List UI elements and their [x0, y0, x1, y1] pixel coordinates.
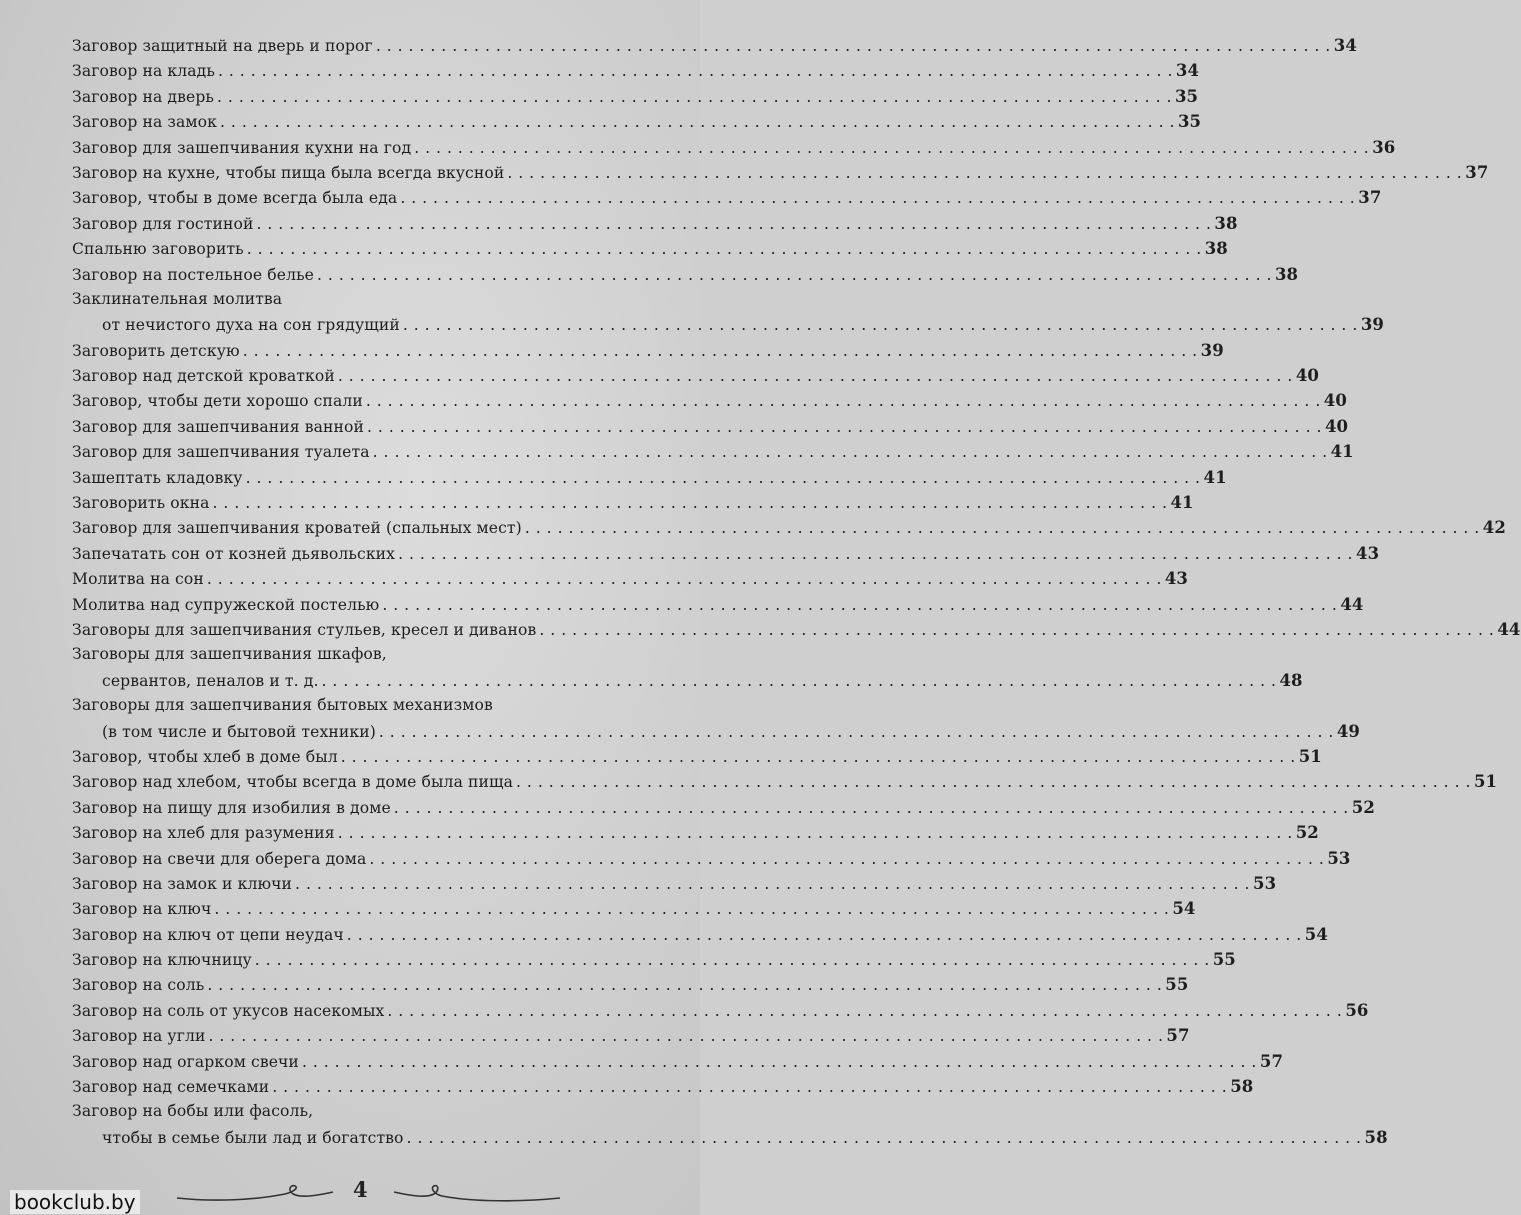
toc-entry-title: Заговор защитный на дверь и порог — [72, 37, 373, 55]
toc-page-number: 52 — [1295, 823, 1319, 843]
toc-entry-title: Заговор для зашепчивания кухни на год — [72, 138, 412, 157]
toc-page-number: 44 — [1497, 619, 1521, 639]
toc-entry — [72, 972, 1189, 997]
toc-entry — [72, 414, 1349, 439]
toc-entry — [72, 769, 1498, 794]
toc-entry-title: от нечистого духа на сон грядущий — [102, 316, 400, 335]
toc-entry — [72, 515, 1506, 540]
toc-entry-line — [72, 109, 1202, 134]
toc-entry-line — [72, 871, 1277, 896]
toc-entry — [72, 592, 1364, 617]
right-flourish-ornament — [392, 1180, 562, 1210]
toc-page-number: 39 — [1200, 340, 1224, 360]
toc-entry-title: Заговор над хлебом, чтобы всегда в доме была пища — [72, 773, 513, 792]
toc-entry — [72, 109, 1202, 134]
toc-entry-line — [72, 617, 1521, 642]
toc-entry — [72, 287, 1384, 338]
dot-leader — [347, 923, 1302, 948]
toc-entry-line — [72, 287, 684, 312]
toc-entry-title: Заговоры для зашепчивания шкафов, — [72, 645, 387, 664]
dot-leader — [407, 1126, 1362, 1151]
toc-entry-line — [72, 490, 1194, 515]
dot-leader — [338, 364, 1293, 389]
toc-entry-title: Заговоры для зашепчивания стульев, кресел и диванов — [72, 620, 537, 639]
toc-entry — [72, 135, 1396, 160]
dot-leader — [400, 186, 1355, 211]
toc-page-number: 51 — [1298, 746, 1322, 766]
dot-leader — [295, 872, 1250, 897]
toc-entry — [72, 846, 1351, 871]
toc-page-number: 51 — [1473, 772, 1498, 792]
toc-entry — [72, 211, 1238, 236]
dot-leader — [302, 1050, 1257, 1075]
toc-entry-line — [72, 744, 1322, 769]
toc-entry — [72, 1023, 1190, 1048]
toc-entry — [72, 617, 1521, 642]
toc-entry-line — [72, 211, 1238, 236]
toc-entry — [72, 1049, 1284, 1074]
toc-page-number: 57 — [1166, 1026, 1190, 1046]
toc-entry-line — [72, 33, 1357, 58]
toc-entry — [72, 363, 1319, 388]
toc-entry-line — [72, 998, 1369, 1023]
dot-leader — [272, 1075, 1227, 1100]
toc-entry — [72, 744, 1322, 769]
toc-entry — [72, 33, 1357, 58]
dot-leader — [394, 796, 1349, 821]
toc-entry-line — [72, 846, 1351, 871]
toc-entry-line — [72, 84, 1199, 109]
toc-entry-line — [72, 338, 1224, 363]
toc-entry-title: Заговор для зашепчивания кроватей (спальных мест) — [72, 519, 522, 538]
toc-entry — [72, 871, 1277, 896]
dot-leader — [382, 593, 1337, 618]
toc-entry-line — [72, 1125, 1388, 1150]
toc-page-number: 43 — [1356, 543, 1380, 563]
toc-entry-title: Заговор на пищу для изобилия в доме — [72, 798, 391, 817]
dot-leader — [207, 973, 1162, 998]
toc-page-number: 55 — [1212, 950, 1236, 970]
toc-entry — [72, 795, 1375, 820]
toc-entry-title: Зашептать кладовку — [72, 468, 243, 487]
toc-entry-title: Заговор на ключницу — [72, 951, 252, 970]
dot-leader — [247, 237, 1202, 262]
dot-leader — [379, 720, 1334, 745]
toc-page-number: 36 — [1372, 137, 1396, 157]
toc-entry-title: Заговор над семечками — [72, 1078, 270, 1097]
toc-entry-title: Заклинательная молитва — [72, 289, 283, 308]
dot-leader — [403, 313, 1358, 338]
toc-entry-title: сервантов, пеналов и т. д. — [102, 671, 319, 690]
toc-entry — [72, 439, 1354, 464]
dot-leader — [516, 770, 1471, 795]
dot-leader — [387, 999, 1342, 1024]
toc-entry-line — [72, 1049, 1284, 1074]
dot-leader — [398, 542, 1353, 567]
dot-leader — [317, 263, 1272, 288]
toc-entry-title: Заговор на соль от укусов насекомых — [72, 1001, 385, 1020]
toc-page-number: 43 — [1164, 569, 1189, 589]
toc-entry-line — [72, 719, 1361, 744]
toc-entry-line — [72, 236, 1228, 261]
toc-entry-title: Заговор, чтобы в доме всегда была еда — [72, 189, 398, 208]
toc-entry-line — [72, 896, 1196, 921]
toc-entry-title: Заговор на замок и ключи — [72, 874, 293, 893]
toc-entry-title: Заговорить окна — [72, 494, 210, 513]
toc-entry-line — [72, 947, 1236, 972]
toc-entry-title: чтобы в семье были лад и богатство — [102, 1128, 404, 1147]
toc-entry-line — [72, 388, 1347, 413]
toc-entry-title: Заговор на замок — [72, 113, 217, 132]
dot-leader — [207, 567, 1162, 592]
toc-entry-title: Заговор на угли — [72, 1027, 206, 1046]
dot-leader — [338, 821, 1293, 846]
left-flourish-ornament — [175, 1180, 335, 1210]
toc-page-number: 39 — [1360, 315, 1384, 335]
page-number: 4 — [353, 1177, 368, 1202]
toc-entry-line — [72, 160, 1489, 185]
dot-leader — [341, 745, 1296, 770]
toc-page-number: 38 — [1274, 264, 1299, 284]
toc-entry — [72, 998, 1369, 1023]
toc-entry-line — [72, 262, 1299, 287]
toc-entry — [72, 84, 1199, 109]
dot-leader — [255, 948, 1210, 973]
toc-entry — [72, 338, 1224, 363]
toc-page-number: 57 — [1259, 1051, 1284, 1071]
toc-page-number: 41 — [1170, 493, 1194, 513]
toc-page-number: 41 — [1203, 467, 1227, 487]
toc-entry-line — [72, 58, 1200, 83]
watermark-text: bookclub.by — [10, 1190, 140, 1214]
dot-leader — [539, 618, 1494, 643]
toc-entry-title: Заговор на кладь — [72, 62, 215, 81]
toc-entry-line — [72, 541, 1380, 566]
toc-entry — [72, 566, 1189, 591]
toc-entry-title: Заговор на бобы или фасоль, — [72, 1102, 314, 1121]
toc-entry-title: Заговор на ключ от цепи неудач — [72, 925, 344, 944]
toc-entry-line — [72, 795, 1375, 820]
dot-leader — [507, 161, 1462, 186]
dot-leader — [213, 491, 1168, 516]
toc-entry-line — [72, 1099, 684, 1124]
toc-entry — [72, 185, 1382, 210]
toc-entry — [72, 236, 1228, 261]
toc-entry-line — [72, 363, 1319, 388]
toc-entry-title: Заговор над детской кроваткой — [72, 367, 335, 386]
toc-page-number: 55 — [1165, 975, 1189, 995]
toc-entry-title: Заговор на хлеб для разумения — [72, 824, 335, 843]
dot-leader — [322, 669, 1277, 694]
toc-page-number: 34 — [1333, 36, 1357, 55]
toc-entry — [72, 541, 1380, 566]
toc-entry — [72, 490, 1194, 515]
toc-page-number: 37 — [1358, 188, 1382, 208]
dot-leader — [525, 516, 1480, 541]
toc-entry — [72, 693, 1361, 744]
toc-page-number: 58 — [1364, 1127, 1388, 1147]
toc-entry-line — [72, 185, 1382, 210]
dot-leader — [373, 440, 1328, 465]
toc-entry-line — [72, 566, 1189, 591]
toc-entry-title: Заговор, чтобы дети хорошо спали — [72, 392, 363, 411]
dot-leader — [246, 466, 1201, 491]
toc-entry-line — [72, 414, 1349, 439]
toc-entry-title: (в том числе и бытовой техники) — [102, 722, 376, 741]
toc-page-number: 41 — [1330, 442, 1354, 462]
toc-entry-title: Молитва над супружеской постелью — [72, 595, 380, 614]
toc-entry-title: Заговор на постельное белье — [72, 265, 314, 284]
toc-page-number: 54 — [1172, 899, 1196, 919]
toc-entry — [72, 922, 1328, 947]
toc-entry-line — [72, 820, 1319, 845]
toc-page-number: 40 — [1324, 416, 1349, 436]
table-of-contents — [72, 33, 1521, 1150]
toc-entry-line — [72, 312, 1384, 337]
toc-entry-title: Запечатать сон от козней дьявольских — [72, 544, 396, 563]
dot-leader — [256, 212, 1211, 237]
toc-page-number: 38 — [1204, 239, 1228, 259]
toc-entry-title: Заговор на свечи для оберега дома — [72, 849, 367, 868]
toc-entry-line — [72, 1023, 1190, 1048]
toc-entry-title: Заговор на соль — [72, 976, 205, 995]
toc-entry-line — [72, 693, 684, 718]
dot-leader — [217, 85, 1172, 110]
toc-page-number: 52 — [1351, 797, 1375, 817]
toc-entry — [72, 160, 1489, 185]
dot-leader — [366, 389, 1321, 414]
toc-entry — [72, 465, 1227, 490]
toc-entry — [72, 58, 1200, 83]
dot-leader — [243, 339, 1198, 364]
toc-entry-line — [72, 592, 1364, 617]
toc-entry — [72, 947, 1236, 972]
dot-leader — [369, 847, 1324, 872]
toc-page-number: 40 — [1323, 391, 1347, 411]
dot-leader — [214, 897, 1169, 922]
toc-page-number: 48 — [1279, 670, 1303, 690]
toc-entry-title: Заговор для зашепчивания ванной — [72, 417, 365, 436]
toc-entry-line — [72, 465, 1227, 490]
toc-entry-line — [72, 135, 1396, 160]
dot-leader — [208, 1024, 1163, 1049]
toc-entry-title: Заговор для гостиной — [72, 214, 254, 233]
dot-leader — [220, 110, 1175, 135]
toc-page-number: 34 — [1175, 61, 1200, 81]
toc-entry — [72, 896, 1196, 921]
toc-entry-line — [72, 769, 1498, 794]
toc-entry-title: Спальню заговорить — [72, 240, 244, 259]
dot-leader — [414, 136, 1369, 161]
toc-entry — [72, 388, 1347, 413]
toc-entry-title: Заговорить детскую — [72, 341, 240, 360]
toc-entry-line — [72, 439, 1354, 464]
toc-page-number: 42 — [1482, 518, 1506, 538]
toc-page-number: 49 — [1336, 721, 1361, 741]
toc-entry-line — [72, 668, 1303, 693]
toc-entry-line — [72, 642, 684, 667]
toc-entry-line — [72, 1074, 1254, 1099]
toc-page-number: 58 — [1230, 1077, 1254, 1097]
toc-page-number: 38 — [1214, 213, 1238, 233]
toc-page-number: 35 — [1177, 112, 1202, 132]
toc-entry-title: Заговор для зашепчивания туалета — [72, 443, 370, 462]
toc-entry-title: Заговор над огарком свечи — [72, 1052, 299, 1071]
toc-entry — [72, 1099, 1388, 1150]
toc-page-number: 56 — [1345, 1000, 1369, 1020]
toc-entry — [72, 820, 1319, 845]
toc-page-number: 54 — [1304, 924, 1328, 944]
toc-entry-title: Заговор на ключ — [72, 900, 212, 919]
toc-entry — [72, 1074, 1254, 1099]
toc-page-number: 35 — [1174, 86, 1199, 106]
toc-page-number: 37 — [1465, 162, 1489, 182]
toc-page-number: 53 — [1252, 873, 1277, 893]
toc-entry-title: Заговор на дверь — [72, 87, 215, 106]
toc-entry-title: Молитва на сон — [72, 570, 204, 589]
toc-entry-line — [72, 972, 1189, 997]
toc-page-number: 40 — [1295, 366, 1319, 386]
toc-entry-title: Заговор, чтобы хлеб в доме был — [72, 747, 338, 766]
toc-entry-title: Заговоры для зашепчивания бытовых механизмов — [72, 696, 493, 715]
toc-entry-title: Заговор на кухне, чтобы пища была всегда вкусной — [72, 163, 505, 182]
toc-entry-line — [72, 515, 1506, 540]
dot-leader — [376, 34, 1331, 59]
toc-page-number: 53 — [1327, 848, 1351, 868]
toc-entry — [72, 262, 1299, 287]
toc-page-number: 44 — [1340, 594, 1364, 614]
dot-leader — [367, 415, 1322, 440]
toc-entry-line — [72, 922, 1328, 947]
dot-leader — [218, 59, 1173, 84]
toc-entry — [72, 642, 1303, 693]
